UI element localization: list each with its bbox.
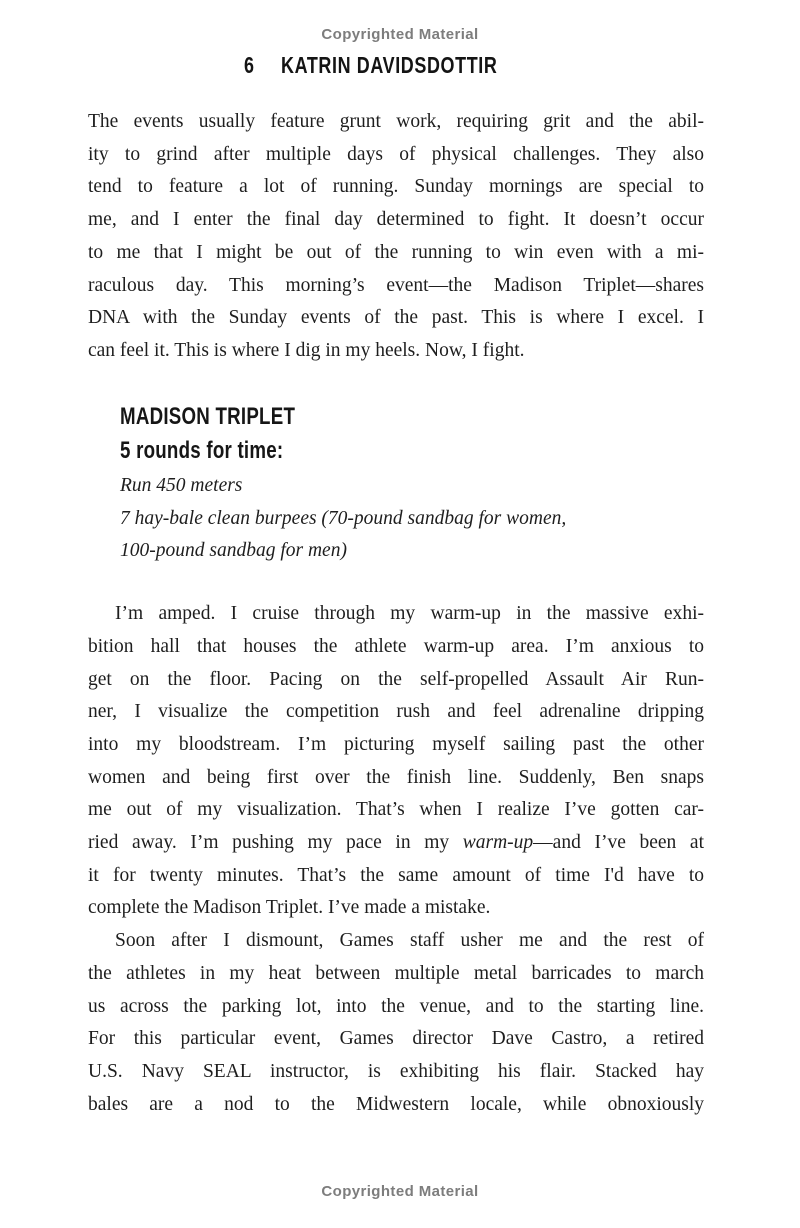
- text-line: The events usually feature grunt work, requiring grit and the abil-: [88, 111, 704, 132]
- text-line: can feel it. This is where I dig in my heels. Now, I fight.: [88, 339, 525, 361]
- text-line: ried away. I’m pushing my pace in my warm-up—and I’ve been at: [88, 832, 704, 854]
- text-line: 100-pound sandbag for men): [120, 540, 347, 562]
- workout-subtitle: 5 rounds for time:: [120, 437, 284, 465]
- paragraph-3: [88, 925, 704, 1121]
- text-line: bales are a nod to the Midwestern locale, while obnoxiously: [88, 1093, 704, 1115]
- text-line: I’m amped. I cruise through my warm-up in the massive exhi-: [115, 603, 704, 625]
- text-line: Run 450 meters: [120, 475, 243, 497]
- workout-items: [120, 470, 704, 568]
- paragraph-1: [88, 106, 704, 368]
- running-header: [0, 52, 800, 79]
- text-line: raculous day. This morning’s event—the Madison Triplet—shares: [88, 274, 704, 296]
- text-line: ner, I visualize the competition rush and feel adrenaline dripping: [88, 701, 704, 723]
- page-body: [88, 106, 704, 1121]
- paragraph-2: [88, 598, 704, 925]
- text-line: For this particular event, Games director Dave Castro, a retired: [88, 1028, 704, 1050]
- text-line: me out of my visualization. That’s when I realize I’ve gotten car-: [88, 799, 704, 821]
- text-line: the athletes in my heat between multiple metal barricades to march: [88, 962, 704, 984]
- text-line: us across the parking lot, into the venue, and to the starting line.: [88, 995, 704, 1017]
- text-line: U.S. Navy SEAL instructor, is exhibiting his flair. Stacked hay: [88, 1060, 704, 1082]
- text-line: get on the floor. Pacing on the self-propelled Assault Air Run-: [88, 668, 704, 690]
- text-line: to me that I might be out of the running to win even with a mi-: [88, 241, 704, 263]
- text-line: complete the Madison Triplet. I’ve made a mistake.: [88, 897, 491, 919]
- text-line: women and being first over the finish line. Suddenly, Ben snaps: [88, 766, 704, 788]
- copyright-notice-top: Copyrighted Material: [321, 26, 479, 43]
- text-line: 7 hay-bale clean burpees (70-pound sandbag for women,: [120, 507, 567, 529]
- text-line: Soon after I dismount, Games staff usher me and the rest of: [115, 930, 704, 952]
- page-number: 6: [244, 52, 256, 78]
- workout-subtitle-row: [120, 435, 704, 470]
- text-line: bition hall that houses the athlete warm-up area. I’m anxious to: [88, 635, 704, 657]
- text-line: me, and I enter the final day determined to fight. It doesn’t occur: [88, 209, 704, 231]
- workout-block: [88, 401, 704, 569]
- text-line: into my bloodstream. I’m picturing myself sailing past the other: [88, 733, 704, 755]
- text-line: tend to feature a lot of running. Sunday mornings are special to: [88, 176, 704, 198]
- workout-title: MADISON TRIPLET: [120, 402, 296, 430]
- workout-title-row: [120, 401, 704, 436]
- text-line: DNA with the Sunday events of the past. This is where I excel. I: [88, 307, 704, 329]
- text-line: ity to grind after multiple days of physical challenges. They also: [88, 143, 704, 165]
- copyright-notice-bottom: Copyrighted Material: [321, 1183, 479, 1200]
- text-line: it for twenty minutes. That’s the same amount of time I'd have to: [88, 864, 704, 886]
- running-header-title: KATRIN DAVIDSDOTTIR: [281, 52, 498, 78]
